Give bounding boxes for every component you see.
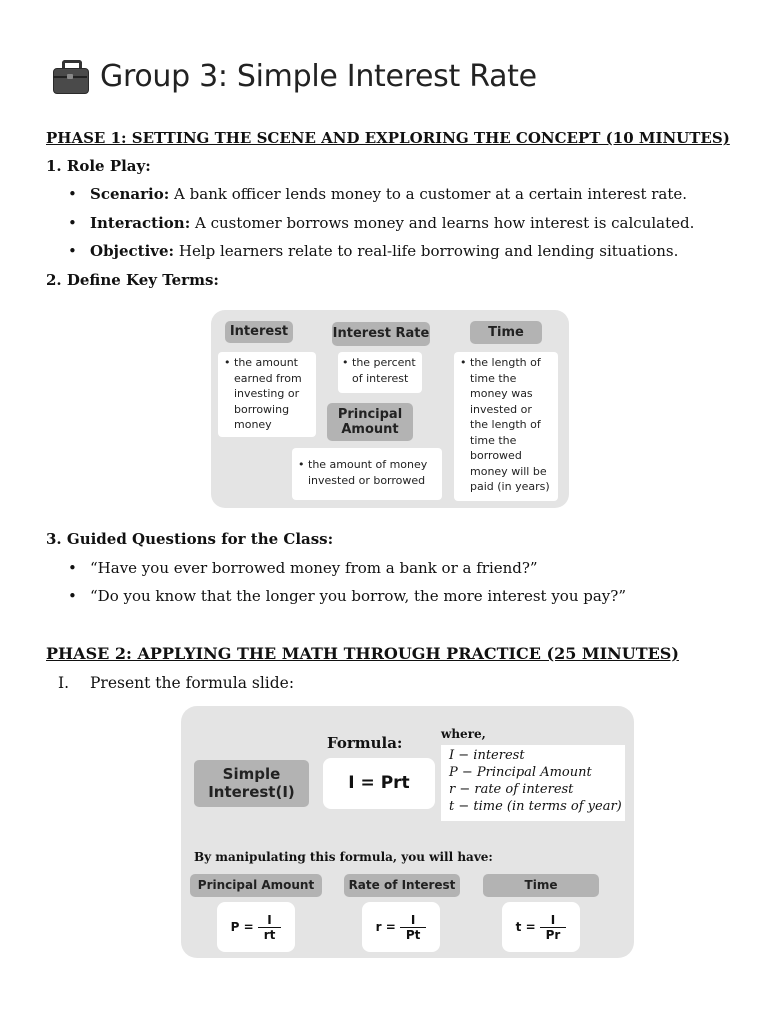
time-fraction: $\frac{I}{Pr}$ [540,913,567,942]
term-tag-interest: Interest [225,321,293,343]
key-terms-heading: 2. Define Key Terms: [46,271,219,289]
principal-fraction: $\frac{I}{rt}$ [258,913,282,942]
phase1-heading: PHASE 1: SETTING THE SCENE AND EXPLORING THE CONCEPT (10 MINUTES) [46,129,730,147]
bullet-label: Interaction: [90,214,191,232]
definition-line: r − rate of interest [449,782,574,797]
role-play-item-scenario [68,185,687,203]
bullet-text: A customer borrows money and learns how interest is calculated. [190,214,695,232]
title-row [52,58,537,94]
definition-line: I − interest [449,748,525,763]
term-card-principal-amount: • the amount of money invested or borrowed [292,448,442,500]
time-lhs: t = [515,920,536,934]
time-formula [502,902,580,952]
principal-amount-tag: Principal Amount [190,874,322,897]
rate-fraction: $\frac{I}{Pt}$ [400,913,427,942]
main-formula: I = Prt [323,758,435,809]
bullet-marker: • [68,214,77,232]
bullet-marker: • [68,587,77,605]
definition-line: P − Principal Amount [449,765,592,780]
definition-line: t − time (in terms of year) [449,799,622,814]
key-terms-figure [211,310,569,508]
phase2-heading: PHASE 2: APPLYING THE MATH THROUGH PRACTICE (25 MINUTES) [46,644,679,663]
principal-formula [217,902,295,952]
term-tag-interest-rate: Interest Rate [332,322,430,346]
term-card-interest-rate: • the percent of interest [338,352,422,393]
guided-question-item [68,559,538,577]
where-label: where, [441,727,486,741]
role-play-item-interaction [68,214,694,232]
question-text: “Do you know that the longer you borrow, the more interest you pay?” [90,587,626,605]
principal-lhs: P = [230,920,254,934]
page-title: Group 3: Simple Interest Rate [100,58,537,94]
rate-lhs: r = [375,920,396,934]
role-play-heading: 1. Role Play: [46,157,151,175]
role-play-item-objective [68,242,678,260]
rate-of-interest-tag: Rate of Interest [344,874,460,897]
formula-slide [181,706,634,958]
manipulation-text: By manipulating this formula, you will have: [194,850,493,864]
bullet-text: A bank officer lends money to a customer at a certain interest rate. [169,185,688,203]
guided-question-item [68,587,626,605]
phase2-step [58,674,294,692]
bullet-marker: • [68,185,77,203]
term-tag-time: Time [470,321,542,344]
question-text: “Have you ever borrowed money from a bank or a friend?” [90,559,538,577]
simple-interest-tag: Simple Interest(I) [194,760,309,807]
rate-formula [362,902,440,952]
bullet-marker: • [68,559,77,577]
bullet-label: Scenario: [90,185,170,203]
formula-label: Formula: [327,734,403,752]
bullet-text: Help learners relate to real-life borrowing and lending situations. [174,242,679,260]
step-number: I. [58,674,70,692]
bullet-label: Objective: [90,242,175,260]
term-tag-principal-amount: Principal Amount [327,403,413,441]
term-card-time: • the length of time the money was invested or the length of time the borrowed money will be paid (in years) [454,352,558,501]
term-card-interest: • the amount earned from investing or borrowing money [218,352,316,437]
briefcase-icon [52,58,88,94]
bullet-marker: • [68,242,77,260]
guided-questions-heading: 3. Guided Questions for the Class: [46,530,334,548]
variable-definitions [441,745,625,821]
time-tag: Time [483,874,599,897]
step-text: Present the formula slide: [90,674,295,692]
